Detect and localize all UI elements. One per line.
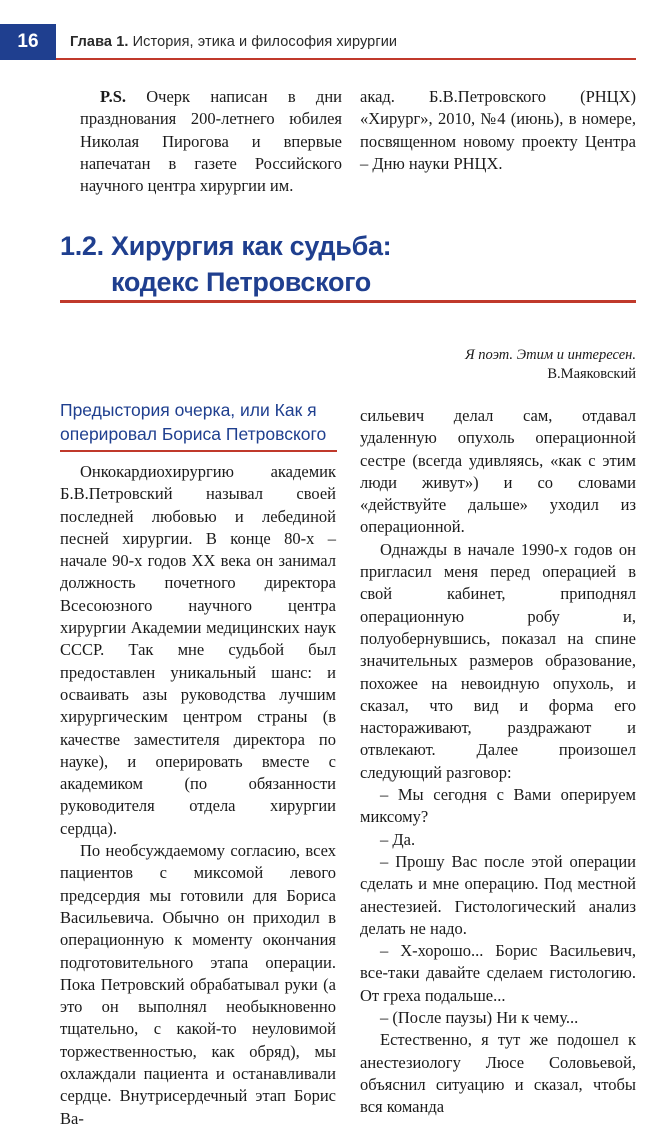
paragraph: Естественно, я тут же подошел к анестезиологу Люсе Соловьевой, объяснил ситуацию и сказал, чтобы вся команда	[360, 1030, 636, 1117]
chapter-label: Глава 1.	[70, 34, 129, 50]
ps-left-text: Очерк написан в дни празднования 200-летнего юбилея Николая Пирогова и впервые напечатан в газете Российского научного центра хирургии им.	[80, 87, 342, 196]
page-header	[0, 0, 652, 72]
dialogue-line: – Мы сегодня с Вами оперируем миксому?	[360, 785, 636, 827]
chapter-title	[70, 34, 397, 50]
paragraph: сильевич делал сам, отдавал удаленную опухоль операционной сестре (всегда удивляясь, «как с этим люди живут») и со словами «действуйте дальше» уходил из операционной.	[360, 406, 636, 537]
left-text-column	[60, 461, 336, 1130]
section-divider	[60, 300, 636, 303]
section-title-line2: кодекс Петровского	[111, 267, 371, 297]
chapter-title-text: История, этика и философия хирургии	[132, 34, 398, 50]
subsection-title: Предыстория очерка, или Как я оперировал Бориса Петровского	[60, 400, 327, 444]
dialogue-line: – Прошу Вас после этой операции сделать и мне операцию. Под местной анестезией. Гистологический анализ делать не надо.	[360, 851, 636, 938]
paragraph: По необсуждаемому согласию, всех пациентов с миксомой левого предсердия мы готовили для Бориса Васильевича. Обычно он приходил в операционную к моменту окончания подготовительного этапа операции. Пока Петровский обрабатывал руки (а это он выполнял необыкновенно тщательно, с какой-то неуловимой торжественностью, как обряд), мы охлаждали пациента и останавливали сердце. Внутрисердечный этап Борис Ва-	[60, 841, 336, 1128]
subsection-divider	[60, 450, 337, 452]
epigraph-author: В.Маяковский	[547, 366, 636, 382]
page-number: 16	[0, 24, 56, 60]
ps-right-text: акад. Б.В.Петровского (РНЦХ) «Хирург», 2010, №4 (июнь), в номере, посвященном новому проекту Центра – Дню науки РНЦХ.	[360, 87, 636, 173]
header-divider	[56, 58, 636, 60]
ps-paragraph	[80, 86, 342, 197]
ps-left-column	[80, 86, 342, 197]
ps-right-column	[360, 86, 636, 175]
ps-label: P.S.	[100, 87, 126, 106]
epigraph-quote: Я поэт. Этим и интересен.	[465, 347, 636, 363]
section-title	[60, 228, 391, 300]
paragraph: Онкокардиохирургию академик Б.В.Петровский называл своей последней любовью и лебединой песней хирургии. В конце 80-х – начале 90-х годов XX века он занимал должность почетного директора Всесоюзного научного центра хирургии Академии медицинских наук СССР. Так мне судьбой был предоставлен уникальный шанс: и осваивать азы руководства лучшим хирургическим центром страны (в качестве заместителя директора по науке), и оперировать вместе с академиком (по обязанности руководителя отдела хирургии сердца).	[60, 462, 336, 838]
paragraph: Однажды в начале 1990-х годов он пригласил меня перед операцией в свой кабинет, приподнял операционную робу и, полуобернувшись, показал на спине значительных размеров образование, похожее на невоидную опухоль, и сказал, что вид и форма его настораживают, раздражают и отвлекают. Далее произошел следующий разговор:	[360, 539, 636, 782]
dialogue-line: – Х-хорошо... Борис Васильевич, все-таки давайте сделаем гистологию. От греха подальше...	[360, 941, 636, 1005]
dialogue-line: – (После паузы) Ни к чему...	[380, 1008, 579, 1028]
section-title-line1: 1.2. Хирургия как судьба:	[60, 231, 392, 261]
right-text-column	[360, 405, 636, 1119]
dialogue-line: – Да.	[380, 829, 416, 849]
epigraph	[465, 346, 636, 384]
